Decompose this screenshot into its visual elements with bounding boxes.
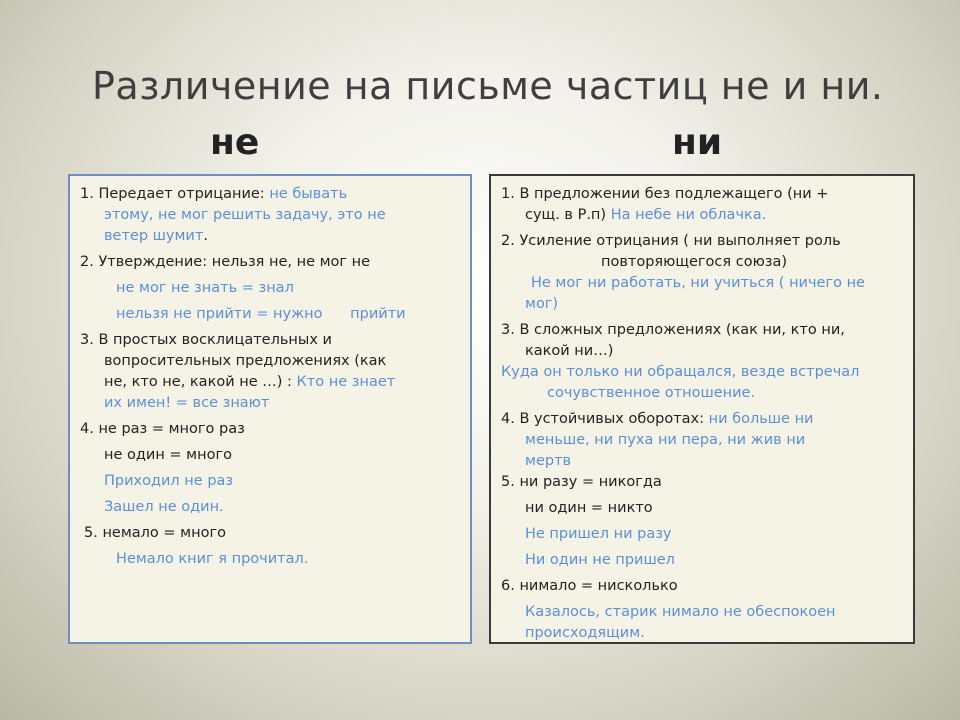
ne-rule-3-line [80,330,460,351]
column-heading-ne: не [210,122,260,163]
example-text: нельзя не прийти = нужно прийти [116,306,406,322]
ne-rule-1-line [80,184,460,205]
rule-text: какой ни…) [525,343,614,359]
ne-rules-panel [68,174,472,644]
rule-text: 3. В простых восклицательных и [80,332,332,348]
ni-rule-4-example [501,430,903,451]
ne-rule-1-example [80,205,460,226]
rule-text: сущ. в Р.п) [525,207,611,223]
ne-rule-4-line [80,419,460,440]
example-text: Приходил не раз [104,473,234,489]
rule-text: 5. немало = много [84,525,226,541]
example-text: Не мог ни работать, ни учиться ( ничего не [531,275,865,291]
rule-text: 5. ни разу = никогда [501,474,662,490]
example-text: происходящим. [525,625,645,641]
ni-rule-1-line [501,184,903,205]
ni-rule-2-example [501,273,903,294]
rule-text: . [203,228,208,244]
example-text: этому, не мог решить задачу, это не [104,207,386,223]
ne-rule-3-example [80,393,460,414]
rule-text: ни один = никто [525,500,653,516]
ni-rule-4-example [501,451,903,472]
rule-text: 2. Утверждение: нельзя не, не мог не [80,254,371,270]
example-text: не мог не знать = знал [116,280,294,296]
rule-text: 1. В предложении без подлежащего (ни + [501,186,829,202]
ni-rule-2-example [501,294,903,315]
rule-text: вопросительных предложениях (как [104,353,387,369]
rule-text: 1. Передает отрицание: [80,186,270,202]
ni-rule-3-example [501,362,903,383]
example-text: мертв [525,453,572,469]
example-text: Куда он только ни обращался, везде встречал [501,364,860,380]
example-text: Ни один не пришел [525,552,675,568]
ne-rule-5-example [80,549,460,570]
rule-text: не, кто не, какой не …) : [104,374,297,390]
ni-rule-3-line [501,341,903,362]
ni-rule-4-line [501,409,903,430]
ni-rule-3-line [501,320,903,341]
example-text: их имен! = все знают [104,395,270,411]
example-text: ни больше ни [708,411,814,427]
slide-title: Различение на письме частиц не и ни. [92,64,884,108]
rule-text: не один = много [104,447,232,463]
ni-rule-2-line [501,252,903,273]
example-text: Зашел не один. [104,499,224,515]
rule-text: 2. Усиление отрицания ( ни выполняет роль [501,233,841,249]
ne-rule-1-example [80,226,460,247]
rule-text: повторяющегося союза) [601,254,788,270]
example-text: не бывать [269,186,348,202]
example-text: ветер шумит [104,228,204,244]
rule-text: 6. нимало = нисколько [501,578,678,594]
example-text: Немало книг я прочитал. [116,551,309,567]
ne-rule-2-line [80,252,460,273]
ni-rule-3-example [501,383,903,404]
example-text: На небе ни облачка. [610,207,767,223]
rule-text: 4. не раз = много раз [80,421,245,437]
example-text: Не пришел ни разу [525,526,672,542]
ne-rule-4-line [80,445,460,466]
ni-rule-6-line [501,576,903,597]
example-text: Казалось, старик нимало не обеспокоен [525,604,836,620]
ni-rule-1-line [501,205,903,226]
example-text: Кто не знает [296,374,396,390]
ne-rule-3-line [80,372,460,393]
ne-rule-2-example [80,304,460,325]
example-text: мог) [525,296,559,312]
ne-rule-4-example [80,497,460,518]
ni-rule-5-line [501,472,903,493]
example-text: меньше, ни пуха ни пера, ни жив ни [525,432,806,448]
example-text: сочувственное отношение. [547,385,756,401]
ne-rule-3-line [80,351,460,372]
rule-text: 4. В устойчивых оборотах: [501,411,709,427]
ne-rule-4-example [80,471,460,492]
ne-rule-5-line [80,523,460,544]
ni-rule-5-example [501,524,903,545]
ni-rule-6-example [501,623,903,644]
ni-rule-5-example [501,550,903,571]
rule-text: 3. В сложных предложениях (как ни, кто ни, [501,322,845,338]
column-heading-ni: ни [672,122,723,163]
ni-rule-5-line [501,498,903,519]
ni-rule-2-line [501,231,903,252]
ni-rules-panel [489,174,915,644]
ni-rule-6-example [501,602,903,623]
ne-rule-2-example [80,278,460,299]
